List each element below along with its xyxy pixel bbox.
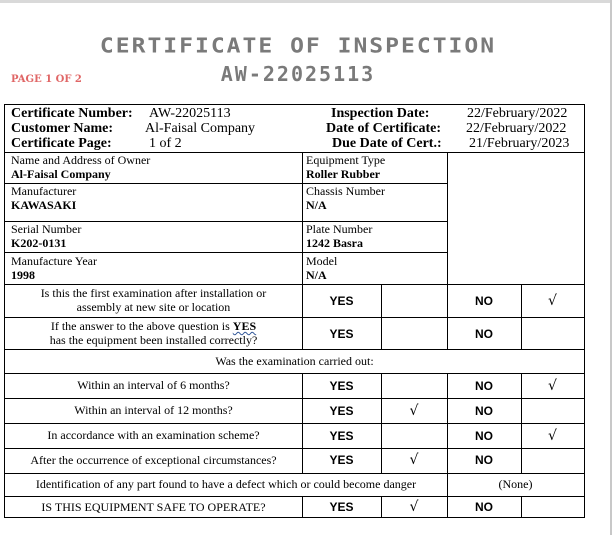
chassis-value: N/A <box>306 198 327 212</box>
row-divider <box>5 317 584 318</box>
installed-line1-yes: YES <box>232 319 257 333</box>
defect-value: (None) <box>498 477 533 491</box>
column-divider <box>447 152 448 284</box>
inspection-date-label: Inspection Date: <box>331 106 430 121</box>
cert-number-label: Certificate Number: <box>11 106 133 121</box>
row-divider <box>5 473 584 474</box>
equipment-type-label: Equipment Type <box>306 153 386 167</box>
installed-line1: If the answer to the above question is <box>50 319 233 333</box>
first-exam-line1: Is this the first examination after installation or <box>40 286 267 300</box>
installed-yes: YES <box>329 327 354 341</box>
interval-12-no: NO <box>475 404 493 418</box>
column-divider <box>521 496 522 518</box>
interval-6-question: Within an interval of 6 months? <box>77 378 230 392</box>
customer-value: Al-Faisal Company <box>145 121 256 136</box>
serial-value: K202-0131 <box>11 236 67 250</box>
first-exam-question <box>5 286 302 314</box>
row-divider <box>5 373 584 374</box>
safe-no: NO <box>475 500 493 514</box>
interval-6-no: NO <box>475 379 493 393</box>
model-label: Model <box>306 254 338 268</box>
inspection-date-value: 22/February/2022 <box>467 106 568 121</box>
row-divider <box>5 284 584 285</box>
document-title: CERTIFICATE OF INSPECTION <box>99 34 497 58</box>
interval-12-question: Within an interval of 12 months? <box>74 403 233 417</box>
manufacturer-label: Manufacturer <box>11 184 77 198</box>
exceptional-yes: YES <box>329 453 354 467</box>
row-divider <box>5 423 584 424</box>
equipment-type-value: Roller Rubber <box>306 167 381 181</box>
interval-12-yes-check: √ <box>409 403 419 419</box>
plate-label: Plate Number <box>306 222 373 236</box>
installed-line2: has the equipment been installed correctly? <box>49 333 258 347</box>
first-exam-no-check: √ <box>548 293 557 309</box>
scheme-question: In accordance with an examination scheme? <box>47 428 260 442</box>
row-divider <box>5 349 584 350</box>
cert-date-label: Date of Certificate: <box>326 121 442 136</box>
chassis-label: Chassis Number <box>306 184 385 198</box>
installed-no: NO <box>475 327 493 341</box>
carried-out-heading: Was the examination carried out: <box>215 354 374 368</box>
first-exam-line2: assembly at new site or location <box>76 300 231 314</box>
interval-6-no-check: √ <box>548 378 557 394</box>
scheme-no-check: √ <box>548 428 557 444</box>
page-indicator: PAGE 1 OF 2 <box>11 74 82 85</box>
certificate-code: AW-22025113 <box>220 62 376 86</box>
exceptional-no: NO <box>475 453 493 467</box>
safe-yes: YES <box>329 500 354 514</box>
installed-correctly-question <box>5 319 302 347</box>
row-divider <box>5 398 584 399</box>
due-date-value: 21/February/2023 <box>469 136 570 151</box>
column-divider <box>302 152 303 284</box>
cert-date-value: 22/February/2022 <box>466 121 567 136</box>
manufacture-year-label: Manufacture Year <box>11 254 97 268</box>
cert-number-value: AW-22025113 <box>149 106 231 121</box>
cert-page-value: 1 of 2 <box>149 136 182 151</box>
owner-label: Name and Address of Owner <box>11 153 151 167</box>
top-border <box>0 0 612 3</box>
column-divider <box>381 284 382 349</box>
row-divider <box>5 448 584 449</box>
certificate-table <box>4 104 585 518</box>
safe-yes-check: √ <box>409 499 419 515</box>
first-exam-yes: YES <box>329 294 354 308</box>
model-value: N/A <box>306 268 327 282</box>
interval-6-yes: YES <box>329 379 354 393</box>
safe-question: IS THIS EQUIPMENT SAFE TO OPERATE? <box>41 500 266 514</box>
manufacturer-value: KAWASAKI <box>11 198 77 212</box>
manufacture-year-value: 1998 <box>11 268 35 282</box>
row-divider <box>5 496 584 497</box>
customer-label: Customer Name: <box>11 121 113 136</box>
serial-label: Serial Number <box>11 222 82 236</box>
scheme-no: NO <box>475 429 493 443</box>
owner-value: Al-Faisal Company <box>11 167 111 181</box>
scheme-yes: YES <box>329 429 354 443</box>
first-exam-no: NO <box>475 294 493 308</box>
interval-12-yes: YES <box>329 404 354 418</box>
plate-value: 1242 Basra <box>306 236 363 250</box>
cert-page-label: Certificate Page: <box>11 136 112 151</box>
exceptional-yes-check: √ <box>409 452 419 468</box>
exceptional-question: After the occurrence of exceptional circumstances? <box>30 453 277 467</box>
due-date-label: Due Date of Cert.: <box>332 136 442 151</box>
row-divider <box>5 252 447 253</box>
defect-question: Identification of any part found to have a defect which or could become danger <box>35 477 417 491</box>
